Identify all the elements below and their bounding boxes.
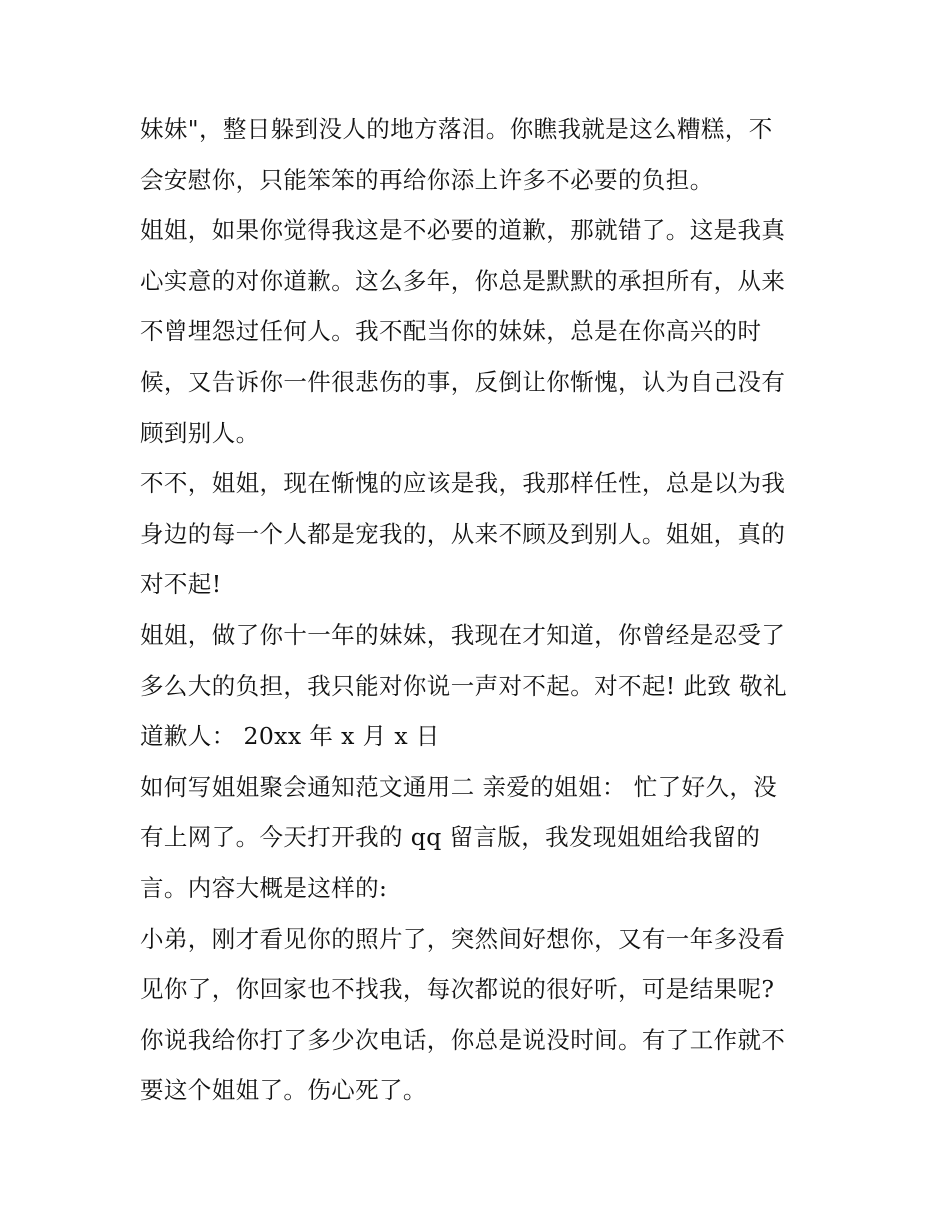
text-line: 你说我给你打了多少次电话，你总是说没时间。有了工作就不 <box>140 1025 786 1054</box>
text-line: 不曾埋怨过任何人。我不配当你的妹妹，总是在你高兴的时 <box>140 317 762 346</box>
text-line: 妹妹"，整日躲到没人的地方落泪。你瞧我就是这么糟糕，不 <box>140 115 773 143</box>
text-line: 有上网了。今天打开我的 qq 留言版，我发现姐姐给我留的 <box>140 823 761 852</box>
text-line: 要这个姐姐了。伤心死了。 <box>140 1076 427 1105</box>
text-line: 对不起! <box>140 570 222 599</box>
text-line: 如何写姐姐聚会通知范文通用二 亲爱的姐姐： 忙了好久，没 <box>140 772 778 801</box>
text-line: 身边的每一个人都是宠我的，从来不顾及到别人。姐姐，真的 <box>140 519 786 548</box>
text-line: 言。内容大概是这样的: <box>140 873 388 902</box>
document-body <box>140 104 818 1116</box>
text-line: 候，又告诉你一件很悲伤的事，反倒让你惭愧，认为自己没有 <box>140 367 786 396</box>
text-line: 多么大的负担，我只能对你说一声对不起。对不起! 此致 敬礼 <box>140 671 787 700</box>
text-line: 道歉人： 20xx 年 x 月 x 日 <box>140 722 440 751</box>
text-line: 心实意的对你道歉。这么多年，你总是默默的承担所有，从来 <box>140 266 786 295</box>
text-line: 姐姐，做了你十一年的妹妹，我现在才知道，你曾经是忍受了 <box>140 620 786 649</box>
text-line: 姐姐，如果你觉得我这是不必要的道歉，那就错了。这是我真 <box>140 216 786 245</box>
text-line: 顾到别人。 <box>140 418 260 447</box>
text-line: 小弟，刚才看见你的照片了，突然间好想你，又有一年多没看 <box>140 924 786 953</box>
text-line: 不不，姐姐，现在惭愧的应该是我，我那样任性，总是以为我 <box>140 469 786 498</box>
text-line: 见你了，你回家也不找我，每次都说的很好听，可是结果呢? <box>140 975 775 1004</box>
text-line: 会安慰你，只能笨笨的再给你添上许多不必要的负担。 <box>140 165 714 194</box>
